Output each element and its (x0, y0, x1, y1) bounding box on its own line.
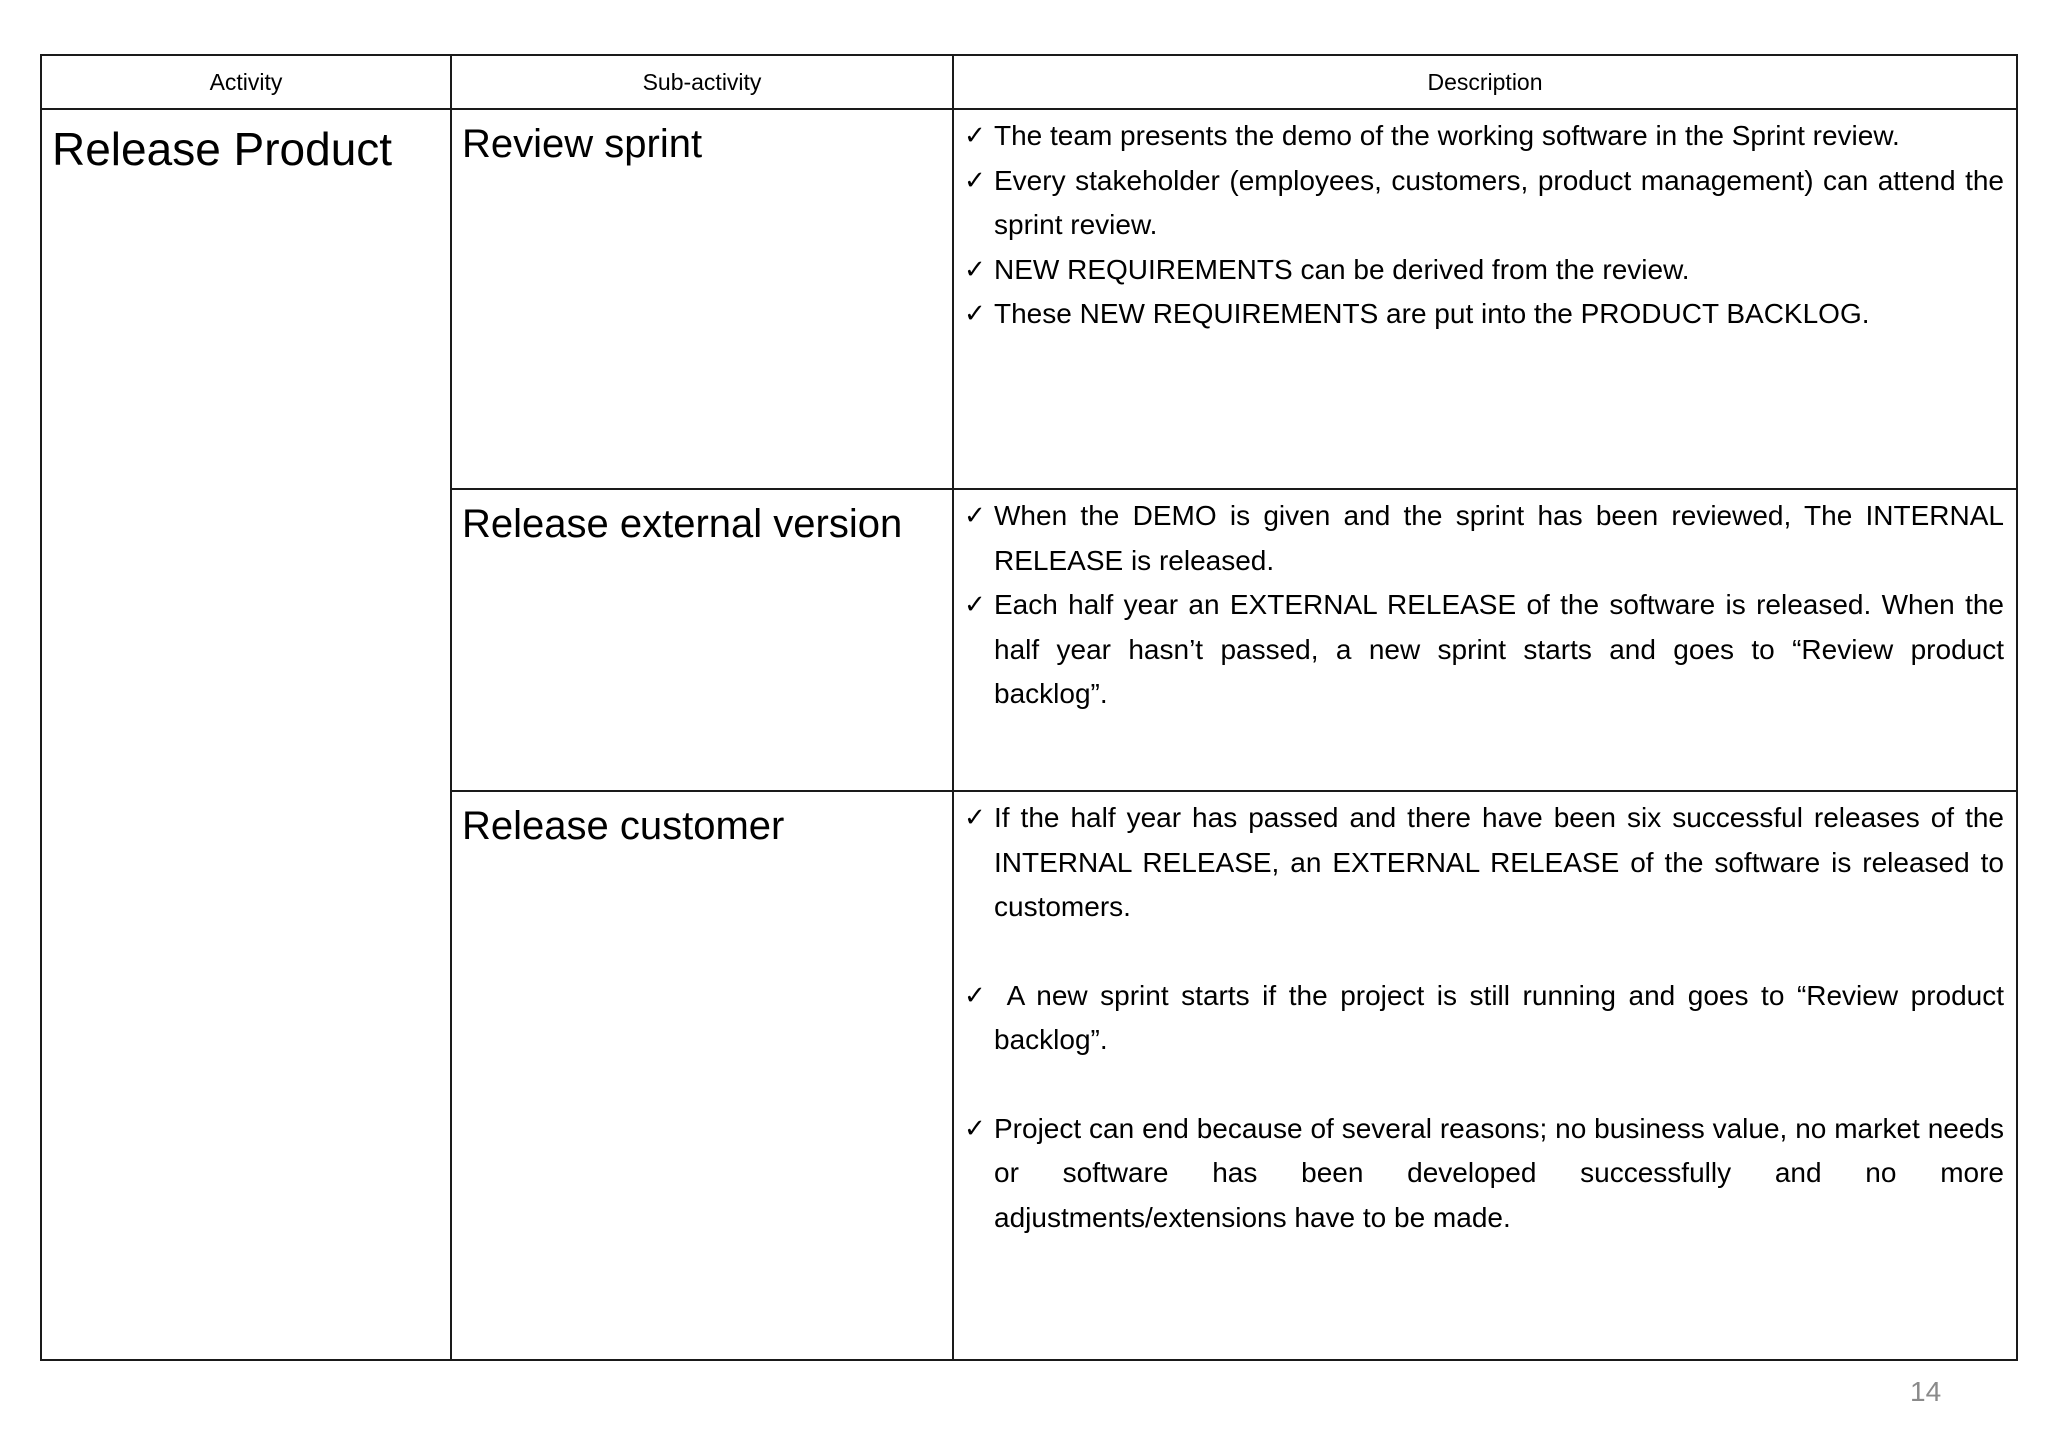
table-header-row (41, 55, 2017, 109)
check-icon: ✓ (964, 590, 986, 620)
list-item (964, 292, 2004, 337)
list-item-text: The team presents the demo of the working software in the Sprint review. (994, 120, 1900, 151)
check-icon: ✓ (964, 1113, 986, 1144)
list-item (964, 248, 2004, 293)
list-item (964, 583, 2004, 717)
list-item-text: These NEW REQUIREMENTS are put into the PRODUCT BACKLOG. (994, 298, 1870, 329)
sub-activity-cell: Release customer (451, 791, 953, 1360)
header-activity: Activity (41, 55, 451, 109)
check-icon: ✓ (964, 501, 986, 531)
check-icon: ✓ (964, 254, 986, 285)
description-list (964, 796, 2012, 1240)
activity-cell: Release Product (41, 109, 451, 1360)
check-icon: ✓ (964, 165, 986, 196)
activity-table (40, 54, 2018, 1361)
header-sub-activity: Sub-activity (451, 55, 953, 109)
list-item (964, 494, 2004, 583)
check-icon: ✓ (964, 121, 986, 151)
list-item (964, 159, 2004, 248)
header-description: Description (953, 55, 2017, 109)
list-item-text: A new sprint starts if the project is still running and goes to “Review product backlog”. (994, 979, 2012, 1055)
description-list (964, 114, 2004, 337)
list-item-text: NEW REQUIREMENTS can be derived from the review. (994, 253, 1690, 285)
list-item (964, 796, 2004, 930)
list-item-text: When the DEMO is given and the sprint has been reviewed, The INTERNAL RELEASE is released. (994, 500, 2004, 576)
list-item (964, 1107, 2004, 1241)
list-item-text: If the half year has passed and there have been six successful releases of the INTERNAL RELEASE, an EXTERNAL RELEASE of the software is released to customers. (994, 802, 2004, 922)
list-item (964, 974, 2012, 1063)
description-list (964, 494, 2004, 717)
description-cell (953, 791, 2017, 1360)
check-icon: ✓ (964, 803, 986, 833)
list-item-text: Every stakeholder (employees, customers, product management) can attend the sprint review. (994, 164, 2004, 240)
check-icon: ✓ (964, 299, 986, 329)
list-item-text: Each half year an EXTERNAL RELEASE of the software is released. When the half year hasn’t passed, a new sprint starts and goes to “Review product backlog”. (994, 589, 2004, 709)
description-cell (953, 109, 2017, 489)
sub-activity-cell: Release external version (451, 489, 953, 791)
description-cell (953, 489, 2017, 791)
sub-activity-cell: Review sprint (451, 109, 953, 489)
list-item-text: Project can end because of several reasons; no business value, no market needs or software has been developed successfully and no more adjustments/extensions have to be made. (994, 1112, 2004, 1233)
table-row (41, 109, 2017, 489)
check-icon: ✓ (964, 980, 986, 1011)
page-number: 14 (1910, 1376, 1942, 1407)
list-item (964, 114, 2004, 159)
